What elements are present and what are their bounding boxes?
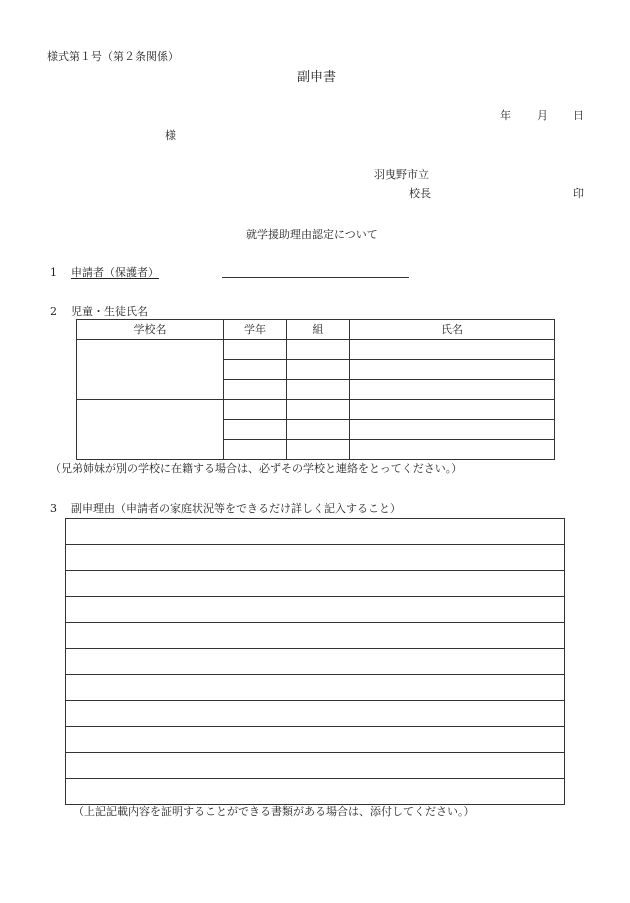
student-name-cell[interactable] xyxy=(350,340,555,360)
grade-cell[interactable] xyxy=(224,340,287,360)
date-month-label: 月 xyxy=(537,109,548,122)
school-prefix: 羽曳野市立 xyxy=(374,168,429,181)
principal-label: 校長 xyxy=(409,187,431,200)
table-row xyxy=(77,400,555,420)
reason-line-field[interactable] xyxy=(66,519,565,545)
header-school-name: 学校名 xyxy=(77,320,224,340)
reason-line xyxy=(66,727,565,753)
class-cell[interactable] xyxy=(287,340,350,360)
reason-line-field[interactable] xyxy=(66,779,565,805)
reason-line-field[interactable] xyxy=(66,623,565,649)
student-name-cell[interactable] xyxy=(350,380,555,400)
reason-table xyxy=(65,518,565,805)
reason-line-field[interactable] xyxy=(66,675,565,701)
student-name-cell[interactable] xyxy=(350,360,555,380)
header-grade: 学年 xyxy=(224,320,287,340)
reason-line xyxy=(66,623,565,649)
section3-label: 副申理由（申請者の家庭状況等をできるだけ詳しく記入すること） xyxy=(71,502,401,515)
reason-line-field[interactable] xyxy=(66,701,565,727)
school-name-cell[interactable] xyxy=(77,340,224,400)
reason-line xyxy=(66,571,565,597)
reason-line xyxy=(66,597,565,623)
seal-label: 印 xyxy=(573,187,584,200)
students-table xyxy=(76,319,555,460)
student-name-cell[interactable] xyxy=(350,400,555,420)
table-header-row xyxy=(77,320,555,340)
reason-line xyxy=(66,519,565,545)
addressee-suffix: 様 xyxy=(165,129,176,142)
reason-line-field[interactable] xyxy=(66,571,565,597)
reason-line xyxy=(66,753,565,779)
reason-line-field[interactable] xyxy=(66,545,565,571)
section2-number: 2 xyxy=(50,305,57,318)
reason-line xyxy=(66,779,565,805)
header-class: 組 xyxy=(287,320,350,340)
table-row xyxy=(77,340,555,360)
section1-label: 申請者（保護者） xyxy=(71,266,159,279)
grade-cell[interactable] xyxy=(224,380,287,400)
page-title: 副申書 xyxy=(297,70,337,85)
reason-line xyxy=(66,649,565,675)
date-day-label: 日 xyxy=(573,109,584,122)
attachment-note: （上記記載内容を証明することができる書類がある場合は、添付してください。） xyxy=(73,805,475,818)
reason-line-field[interactable] xyxy=(66,727,565,753)
section2-label: 児童・生徒氏名 xyxy=(71,305,148,318)
section1-number: 1 xyxy=(50,266,57,279)
student-name-cell[interactable] xyxy=(350,440,555,460)
class-cell[interactable] xyxy=(287,380,350,400)
reason-line xyxy=(66,701,565,727)
grade-cell[interactable] xyxy=(224,360,287,380)
grade-cell[interactable] xyxy=(224,400,287,420)
header-student-name: 氏名 xyxy=(350,320,555,340)
class-cell[interactable] xyxy=(287,420,350,440)
grade-cell[interactable] xyxy=(224,420,287,440)
grade-cell[interactable] xyxy=(224,440,287,460)
reason-line-field[interactable] xyxy=(66,597,565,623)
applicant-name-line[interactable] xyxy=(222,277,409,278)
class-cell[interactable] xyxy=(287,360,350,380)
reason-line xyxy=(66,675,565,701)
date-year-label: 年 xyxy=(500,109,511,122)
school-name-cell[interactable] xyxy=(77,400,224,460)
subject-heading: 就学援助理由認定について xyxy=(246,228,378,241)
section3-number: 3 xyxy=(50,502,57,515)
class-cell[interactable] xyxy=(287,440,350,460)
reason-line-field[interactable] xyxy=(66,753,565,779)
reason-line xyxy=(66,545,565,571)
sibling-note: （兄弟姉妹が別の学校に在籍する場合は、必ずその学校と連絡をとってください。） xyxy=(50,462,463,475)
student-name-cell[interactable] xyxy=(350,420,555,440)
form-number: 様式第１号（第２条関係） xyxy=(47,50,179,63)
reason-line-field[interactable] xyxy=(66,649,565,675)
class-cell[interactable] xyxy=(287,400,350,420)
